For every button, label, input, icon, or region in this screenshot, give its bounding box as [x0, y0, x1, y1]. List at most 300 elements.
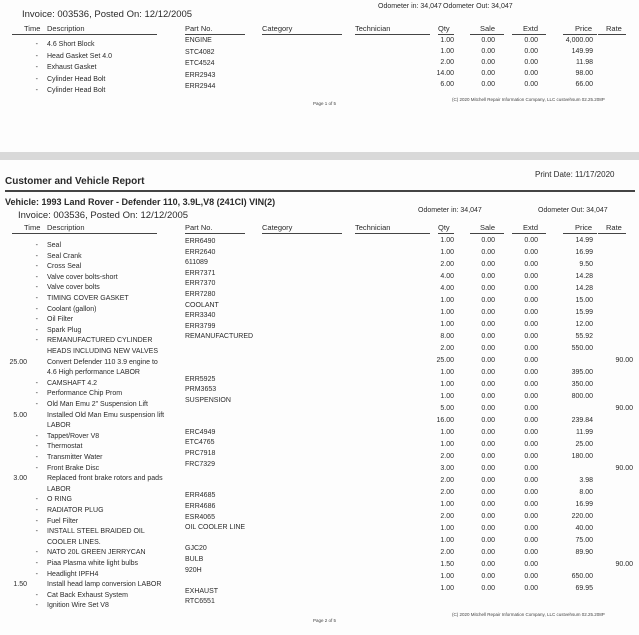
item-part-no: STC4082 — [185, 48, 215, 56]
page-number: Page 1 of 5 — [313, 101, 337, 106]
item-extd: 0.00 — [524, 465, 538, 472]
col-rate-header: Rate — [606, 223, 622, 232]
item-extd: 0.00 — [524, 417, 538, 424]
item-time: - — [35, 75, 38, 83]
item-extd: 0.00 — [524, 321, 538, 328]
item-part-no: 611089 — [185, 259, 208, 267]
odometer-out: Odometer Out: 34,047 — [443, 3, 513, 10]
item-part-no: COOLANT — [185, 301, 219, 309]
col-part-no-header: Part No. — [185, 223, 213, 232]
item-price: 9.50 — [579, 261, 593, 268]
item-sale: 0.00 — [481, 561, 495, 568]
item-sale: 0.00 — [481, 585, 495, 592]
item-qty: 2.00 — [440, 549, 454, 556]
item-description: REMANUFACTURED CYLINDER — [47, 337, 153, 345]
item-time: - — [35, 52, 38, 60]
item-part-no: ERR3340 — [185, 312, 216, 320]
item-sale: 0.00 — [481, 417, 495, 424]
item-extd: 0.00 — [524, 537, 538, 544]
item-description: 4.6 High performance LABOR — [47, 369, 140, 377]
item-extd: 0.00 — [524, 405, 538, 412]
item-part-no: PRC7918 — [185, 450, 216, 457]
item-sale: 0.00 — [481, 309, 495, 316]
item-part-no: ETC4765 — [185, 439, 215, 447]
item-sale: 0.00 — [481, 357, 495, 364]
item-price: 89.90 — [575, 549, 593, 556]
odometer-in: Odometer in: 34,047 — [418, 207, 482, 214]
item-qty: 8.00 — [440, 333, 454, 340]
odometer-in: Odometer in: 34,047 — [378, 3, 442, 10]
item-time: - — [35, 454, 38, 461]
item-extd: 0.00 — [524, 48, 538, 55]
item-extd: 0.00 — [524, 249, 538, 256]
item-part-no: ERR4685 — [185, 492, 216, 500]
item-time: - — [35, 464, 38, 472]
item-description: RADIATOR PLUG — [47, 507, 104, 514]
item-description: Front Brake Disc — [47, 464, 100, 472]
item-sale: 0.00 — [481, 285, 495, 292]
item-extd: 0.00 — [524, 273, 538, 280]
item-time: - — [35, 41, 38, 48]
item-extd: 0.00 — [524, 477, 538, 484]
item-qty: 6.00 — [440, 81, 454, 88]
item-sale: 0.00 — [481, 48, 495, 55]
item-part-no: GJC20 — [185, 545, 207, 553]
item-time: - — [35, 517, 38, 525]
item-extd: 0.00 — [524, 513, 538, 520]
item-description: Seal — [47, 242, 62, 249]
item-qty: 14.00 — [436, 70, 454, 77]
item-price: 11.98 — [576, 59, 593, 66]
item-description: LABOR — [47, 485, 71, 493]
item-extd: 0.00 — [524, 525, 538, 532]
item-part-no: ERR7370 — [185, 280, 216, 288]
item-time: - — [35, 337, 38, 345]
item-part-no: EXHAUST — [185, 587, 219, 595]
item-sale: 0.00 — [481, 501, 495, 508]
copyright: (C) 2020 Mitchell Repair Information Company, LLC custvehsum 02.25.208P — [452, 612, 605, 617]
item-price: 40.00 — [575, 525, 593, 532]
item-extd: 0.00 — [524, 285, 538, 292]
item-extd: 0.00 — [524, 309, 538, 316]
item-price: 25.00 — [575, 441, 593, 448]
item-part-no: ERR7280 — [185, 291, 216, 298]
header-underline — [470, 233, 504, 234]
item-sale: 0.00 — [481, 477, 495, 484]
item-part-no: ERC4949 — [185, 428, 216, 436]
item-description: Install head lamp conversion LABOR — [47, 581, 162, 589]
item-qty: 1.00 — [440, 537, 454, 544]
item-extd: 0.00 — [524, 37, 538, 44]
item-time: 1.50 — [13, 581, 27, 589]
item-price: 149.99 — [571, 48, 593, 55]
item-sale: 0.00 — [481, 513, 495, 520]
item-qty: 2.00 — [440, 261, 454, 268]
col-sale-header: Sale — [480, 223, 496, 232]
item-qty: 1.00 — [440, 48, 454, 55]
item-time: - — [35, 401, 38, 408]
title-divider — [5, 190, 635, 192]
header-underline — [512, 34, 546, 35]
item-description: Fuel Filter — [47, 517, 79, 525]
item-qty: 2.00 — [440, 489, 454, 496]
item-price: 8.00 — [579, 489, 593, 496]
item-extd: 0.00 — [524, 393, 538, 400]
item-part-no: ERR4686 — [185, 503, 216, 510]
item-description: Cylinder Head Bolt — [47, 75, 106, 83]
item-time: - — [35, 87, 38, 94]
item-price: 12.00 — [575, 321, 593, 328]
invoice-page-2 — [0, 160, 639, 635]
item-rate: 90.00 — [615, 357, 633, 364]
header-underline — [438, 34, 454, 35]
item-description: Seal Crank — [47, 252, 82, 260]
copyright: (C) 2020 Mitchell Repair Information Company, LLC custvehsum 02.25.208P — [452, 97, 605, 102]
page-number: Page 2 of 5 — [313, 618, 337, 623]
item-qty: 1.00 — [440, 297, 454, 304]
col-technician-header: Technician — [355, 24, 391, 33]
col-category-header: Category — [262, 223, 293, 232]
item-time: - — [35, 242, 38, 249]
item-qty: 4.00 — [440, 285, 454, 292]
item-price: 550.00 — [571, 345, 593, 352]
item-extd: 0.00 — [524, 441, 538, 448]
item-extd: 0.00 — [524, 489, 538, 496]
item-price: 650.00 — [571, 573, 593, 580]
item-description: O RING — [47, 496, 72, 504]
item-description: HEADS INCLUDING NEW VALVES — [47, 348, 158, 355]
item-qty: 2.00 — [440, 477, 454, 484]
item-price: 15.00 — [575, 297, 593, 304]
item-extd: 0.00 — [524, 573, 538, 580]
item-part-no: ERR6490 — [185, 238, 216, 245]
item-time: - — [35, 273, 38, 281]
item-time: - — [35, 390, 38, 398]
item-sale: 0.00 — [481, 465, 495, 472]
item-sale: 0.00 — [481, 549, 495, 556]
item-price: 800.00 — [571, 393, 593, 400]
item-description: COOLER LINES. — [47, 538, 101, 546]
header-underline — [262, 233, 342, 234]
header-underline — [185, 34, 245, 35]
invoice-header: Invoice: 003536, Posted On: 12/12/2005 — [22, 9, 193, 20]
item-part-no: ERR3799 — [185, 322, 216, 330]
item-time: - — [35, 295, 38, 302]
col-qty-header: Qty — [438, 24, 450, 33]
item-qty: 1.50 — [440, 561, 454, 568]
item-description: Thermostat — [47, 443, 83, 451]
item-extd: 0.00 — [524, 561, 538, 568]
col-technician-header: Technician — [355, 223, 391, 232]
item-rate: 90.00 — [615, 465, 633, 472]
item-part-no: ERR2943 — [185, 71, 216, 79]
item-extd: 0.00 — [524, 70, 538, 77]
item-sale: 0.00 — [481, 333, 495, 340]
item-price: 55.92 — [575, 333, 593, 340]
header-underline — [598, 233, 626, 234]
item-sale: 0.00 — [481, 321, 495, 328]
col-time-header: Time — [24, 24, 41, 33]
item-price: 4,000.00 — [565, 37, 593, 44]
item-sale: 0.00 — [481, 261, 495, 268]
item-qty: 1.00 — [440, 585, 454, 592]
col-extd-header: Extd — [523, 24, 539, 33]
item-description: Valve cover bolts — [47, 284, 100, 292]
item-qty: 1.00 — [440, 237, 454, 244]
item-description: Cylinder Head Bolt — [47, 87, 106, 94]
report-title: Customer and Vehicle Report — [5, 176, 145, 187]
item-sale: 0.00 — [481, 369, 495, 376]
col-price-header: Price — [575, 223, 593, 232]
item-sale: 0.00 — [481, 81, 495, 88]
col-sale-header: Sale — [480, 24, 496, 33]
item-part-no: ENGINE — [185, 37, 212, 44]
item-extd: 0.00 — [524, 369, 538, 376]
item-time: - — [35, 507, 38, 514]
item-time: - — [35, 549, 38, 557]
item-extd: 0.00 — [524, 297, 538, 304]
header-underline — [598, 34, 626, 35]
item-sale: 0.00 — [481, 273, 495, 280]
item-extd: 0.00 — [524, 59, 538, 66]
item-part-no: ERR5925 — [185, 375, 216, 383]
col-time-header: Time — [24, 223, 41, 232]
item-extd: 0.00 — [524, 333, 538, 340]
item-qty: 1.00 — [440, 501, 454, 508]
item-description: Old Man Emu 2" Suspension Lift — [47, 401, 148, 408]
col-description-header: Description — [47, 24, 85, 33]
header-underline — [355, 233, 430, 234]
item-description: Oil Filter — [47, 316, 74, 324]
item-price: 16.99 — [575, 249, 593, 256]
item-time: 3.00 — [13, 475, 27, 483]
item-description: Head Gasket Set 4.0 — [47, 52, 112, 60]
item-qty: 5.00 — [440, 405, 454, 412]
col-description-header: Description — [47, 223, 85, 232]
item-qty: 1.00 — [440, 441, 454, 448]
item-qty: 1.00 — [440, 573, 454, 580]
item-description: CAMSHAFT 4.2 — [47, 379, 98, 387]
item-time: - — [35, 443, 38, 451]
header-underline — [12, 34, 157, 35]
item-time: - — [35, 316, 38, 324]
item-time: - — [35, 591, 38, 599]
item-qty: 2.00 — [440, 345, 454, 352]
item-time: - — [35, 263, 38, 271]
item-qty: 1.00 — [440, 369, 454, 376]
item-sale: 0.00 — [481, 59, 495, 66]
item-description: INSTALL STEEL BRAIDED OIL — [47, 528, 145, 536]
item-qty: 1.00 — [440, 249, 454, 256]
item-sale: 0.00 — [481, 249, 495, 256]
item-part-no: ERR2640 — [185, 248, 216, 256]
item-part-no: RTC6551 — [185, 598, 215, 606]
item-sale: 0.00 — [481, 70, 495, 77]
item-part-no: ERR2944 — [185, 83, 216, 90]
item-time: - — [35, 379, 38, 387]
item-sale: 0.00 — [481, 393, 495, 400]
col-category-header: Category — [262, 24, 293, 33]
item-sale: 0.00 — [481, 297, 495, 304]
item-extd: 0.00 — [524, 81, 538, 88]
item-description: Performance Chip Prom — [47, 390, 123, 398]
item-sale: 0.00 — [481, 441, 495, 448]
item-price: 14.99 — [575, 237, 593, 244]
item-sale: 0.00 — [481, 525, 495, 532]
item-description: Valve cover bolts-short — [47, 273, 118, 281]
item-description: Ignition Wire Set V8 — [47, 602, 109, 610]
item-price: 15.99 — [575, 309, 593, 316]
item-sale: 0.00 — [481, 405, 495, 412]
invoice-header: Invoice: 003536, Posted On: 12/12/2005 — [18, 210, 189, 221]
item-time: - — [35, 528, 38, 536]
item-qty: 25.00 — [436, 357, 454, 364]
vehicle-title: Vehicle: 1993 Land Rover - Defender 110, 3.9L,V8 (241CI) VIN(2) — [5, 197, 276, 207]
print-date: Print Date: 11/17/2020 — [535, 170, 615, 179]
item-price: 180.00 — [571, 453, 593, 460]
item-sale: 0.00 — [481, 537, 495, 544]
item-description: 4.6 Short Block — [47, 41, 95, 48]
item-time: - — [35, 496, 38, 504]
item-time: - — [35, 64, 38, 71]
item-time: - — [35, 284, 38, 292]
col-part-no-header: Part No. — [185, 24, 213, 33]
item-sale: 0.00 — [481, 37, 495, 44]
item-qty: 16.00 — [436, 417, 454, 424]
item-time: - — [35, 602, 38, 610]
item-time: - — [35, 305, 38, 313]
item-description: Coolant (gallon) — [47, 305, 97, 313]
header-underline — [185, 233, 245, 234]
item-extd: 0.00 — [524, 345, 538, 352]
item-price: 16.99 — [575, 501, 593, 508]
item-price: 350.00 — [571, 381, 593, 388]
item-price: 66.00 — [575, 81, 593, 88]
item-time: - — [35, 570, 38, 578]
item-qty: 1.00 — [440, 393, 454, 400]
odometer-out: Odometer Out: 34,047 — [538, 207, 608, 214]
item-sale: 0.00 — [481, 237, 495, 244]
item-part-no: OIL COOLER LINE — [185, 524, 246, 532]
item-price: 239.84 — [571, 417, 593, 424]
item-part-no: BULB — [185, 556, 204, 563]
item-time: - — [35, 252, 38, 260]
item-sale: 0.00 — [481, 345, 495, 352]
item-extd: 0.00 — [524, 357, 538, 364]
header-underline — [470, 34, 504, 35]
item-extd: 0.00 — [524, 381, 538, 388]
item-description: Transmitter Water — [47, 454, 103, 461]
item-qty: 2.00 — [440, 59, 454, 66]
item-extd: 0.00 — [524, 429, 538, 436]
header-underline — [355, 34, 430, 35]
item-part-no: PRM3653 — [185, 386, 217, 394]
item-time: - — [35, 432, 38, 440]
item-rate: 90.00 — [615, 561, 633, 568]
item-price: 14.28 — [575, 273, 593, 280]
item-sale: 0.00 — [481, 429, 495, 436]
item-part-no: ETC4524 — [185, 60, 215, 67]
item-qty: 3.00 — [440, 465, 454, 472]
item-sale: 0.00 — [481, 489, 495, 496]
item-extd: 0.00 — [524, 501, 538, 508]
item-extd: 0.00 — [524, 549, 538, 556]
item-description: Convert Defender 110 3.9 engine to — [47, 358, 158, 366]
item-description: LABOR — [47, 422, 71, 430]
item-description: Installed Old Man Emu suspension lift — [47, 411, 165, 419]
item-qty: 2.00 — [440, 513, 454, 520]
header-underline — [262, 34, 342, 35]
item-description: Cross Seal — [47, 263, 82, 271]
item-qty: 1.00 — [440, 309, 454, 316]
header-underline — [438, 233, 454, 234]
item-time: - — [35, 560, 38, 567]
item-price: 98.00 — [575, 70, 593, 77]
item-part-no: ESR4065 — [185, 513, 215, 521]
item-description: Replaced front brake rotors and pads — [47, 475, 163, 483]
item-description: NATO 20L GREEN JERRYCAN — [47, 549, 146, 557]
item-qty: 1.00 — [440, 381, 454, 388]
item-part-no: SUSPENSION — [185, 397, 231, 404]
invoice-page-1 — [0, 0, 639, 152]
item-sale: 0.00 — [481, 453, 495, 460]
item-qty: 1.00 — [440, 429, 454, 436]
item-time: - — [35, 326, 38, 334]
item-price: 3.98 — [579, 477, 593, 484]
item-price: 220.00 — [571, 513, 593, 520]
item-price: 395.00 — [571, 369, 593, 376]
col-rate-header: Rate — [606, 24, 622, 33]
item-qty: 1.00 — [440, 321, 454, 328]
item-price: 11.99 — [576, 429, 593, 436]
item-description: Piaa Plasma white light bulbs — [47, 560, 139, 567]
page-separator — [0, 152, 639, 160]
item-extd: 0.00 — [524, 453, 538, 460]
header-underline — [512, 233, 546, 234]
item-part-no: ERR7371 — [185, 269, 216, 277]
item-sale: 0.00 — [481, 381, 495, 388]
item-time: 5.00 — [13, 411, 27, 419]
item-description: Cat Back Exhaust System — [47, 591, 128, 599]
col-qty-header: Qty — [438, 223, 450, 232]
item-extd: 0.00 — [524, 261, 538, 268]
item-time: 25.00 — [9, 358, 27, 366]
col-extd-header: Extd — [523, 223, 539, 232]
item-price: 75.00 — [575, 537, 593, 544]
item-price: 14.28 — [575, 285, 593, 292]
header-underline — [12, 233, 157, 234]
item-sale: 0.00 — [481, 573, 495, 580]
item-rate: 90.00 — [615, 405, 633, 412]
item-part-no: REMANUFACTURED — [185, 333, 254, 341]
item-extd: 0.00 — [524, 237, 538, 244]
item-qty: 2.00 — [440, 453, 454, 460]
item-extd: 0.00 — [524, 585, 538, 592]
item-qty: 1.00 — [440, 525, 454, 532]
item-description: Exhaust Gasket — [47, 64, 97, 71]
item-description: Headlight IPFH4 — [47, 570, 99, 578]
header-underline — [563, 233, 597, 234]
item-qty: 1.00 — [440, 37, 454, 44]
item-part-no: FRC7329 — [185, 460, 215, 468]
item-price: 69.95 — [575, 585, 593, 592]
col-price-header: Price — [575, 24, 593, 33]
item-qty: 4.00 — [440, 273, 454, 280]
item-description: Tappet/Rover V8 — [47, 432, 100, 440]
item-description: TIMING COVER GASKET — [47, 295, 129, 302]
item-description: Spark Plug — [47, 326, 82, 334]
header-underline — [563, 34, 597, 35]
